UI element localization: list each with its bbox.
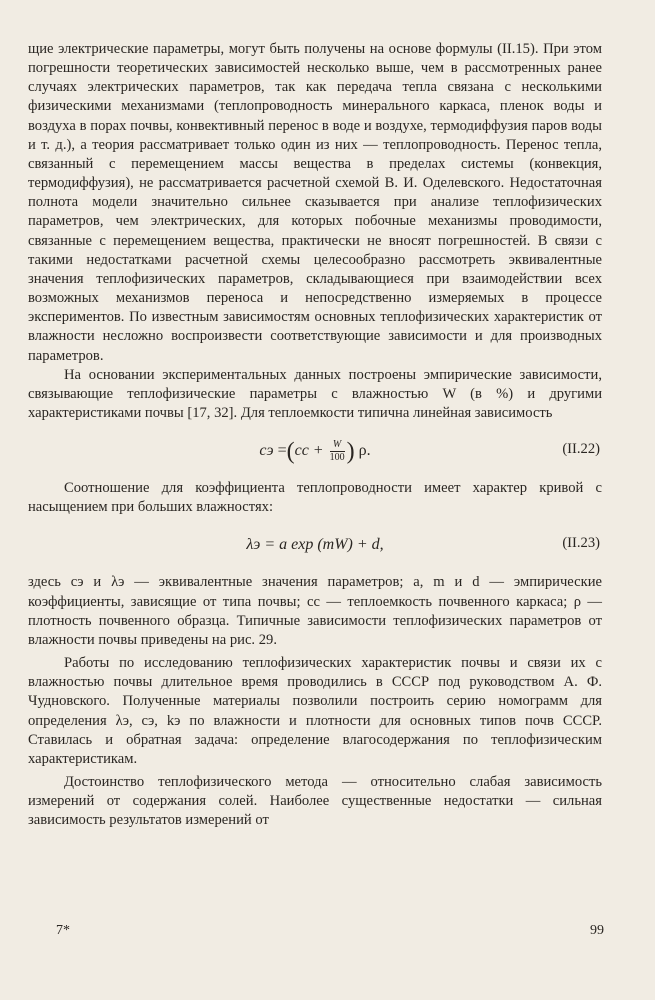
- paragraph-2: На основании экспериментальных данных построены эмпирические зависимости, связывающие теплофизические параметры с влажностью W (в %) и другими характеристиками почвы [17, 32]. Для теплоемкости типична линейная зависимость: [28, 366, 602, 421]
- formula-equals: =: [277, 442, 287, 460]
- fraction-denominator: 100: [329, 452, 345, 464]
- formula-rho: ρ.: [358, 442, 371, 460]
- formula-II-23-number: (II.23): [562, 535, 600, 552]
- formula-lhs: cэ: [259, 442, 274, 460]
- right-paren: ): [346, 438, 355, 465]
- page-body: [28, 40, 602, 830]
- paragraph-4: здесь cэ и λэ — эквивалентные значения параметров; a, m и d — эмпирические коэффициенты, зависящие от типа почвы; cc — теплоемкость почвенного каркаса; ρ — плотность почвенного образца. Типичные зависимости теплофизических параметров от влажности почвы приведены на рис. 29.: [28, 574, 602, 648]
- paragraph-1: щие электрические параметры, могут быть получены на основе формулы (II.15). При этом погрешности теоретических зависимостей несколько выше, чем в рассмотренных ранее случаях электрических параметров, так как передача тепла связана с несколькими физическими механизмами (теплопроводность минерального каркаса, пленок воды и воздуха в порах почвы, конвективный перенос в воде и воздухе, термодиффузия паров воды и т. д.), а теория рассматривает только один из них — теплопроводность. Перенос тепла, связанный с перемещением массы вещества в пределах системы (конвекция, термодиффузия), не рассматривается расчетной схемой В. И. Оделевского. Недостаточная полнота модели значительно сильнее сказывается при анализе теплофизических параметров, чем электрических, для которых побочные механизмы проводимости, связанные с перемещением вещества, практически не вносят погрешностей. В связи с такими недостатками расчетной схемы целесообразно рассмотреть эквивалентные значения теплофизических параметров, складывающиеся при взаимодействии всех возможных механизмов переноса и непосредственно измеряемых в процессе экспериментов. По известным зависимостям основных теплофизических характеристик от влажности несложно воспроизвести соответствующие зависимости и для производных параметров.: [28, 41, 602, 364]
- page-number: 99: [590, 923, 604, 938]
- formula-II-22-number: (II.22): [562, 441, 600, 458]
- paragraph-3: Соотношение для коэффициента теплопроводности имеет характер кривой с насыщением при больших влажностях:: [28, 480, 602, 516]
- formula-fraction: [330, 439, 345, 464]
- paragraph-6: Достоинство теплофизического метода — относительно слабая зависимость измерений от содержания солей. Наиболее существенные недостатки — сильная зависимость результатов измерений от: [28, 774, 602, 829]
- formula-inner-left: cc +: [294, 442, 324, 460]
- formula-II-22-expression: [28, 439, 602, 464]
- formula-II-23: [28, 527, 602, 565]
- fraction-numerator: W: [330, 439, 345, 452]
- page-footer: [56, 923, 604, 943]
- formula-II-22: [28, 433, 602, 471]
- paragraph-5: Работы по исследованию теплофизических характеристик почвы и связи их с влажностью почвы длительное время проводились в СССР под руководством А. Ф. Чудновского. Полученные материалы позволили построить серию номограмм для определения λэ, cэ, kэ по влажности и плотности для основных типов почв СССР. Ставилась и обратная задача: определение влагосодержания по теплофизическим характеристикам.: [28, 655, 602, 767]
- left-paren: (: [286, 438, 295, 465]
- signature-mark: 7*: [56, 923, 70, 938]
- formula-II-23-expression: λэ = a exp (mW) + d,: [246, 536, 384, 554]
